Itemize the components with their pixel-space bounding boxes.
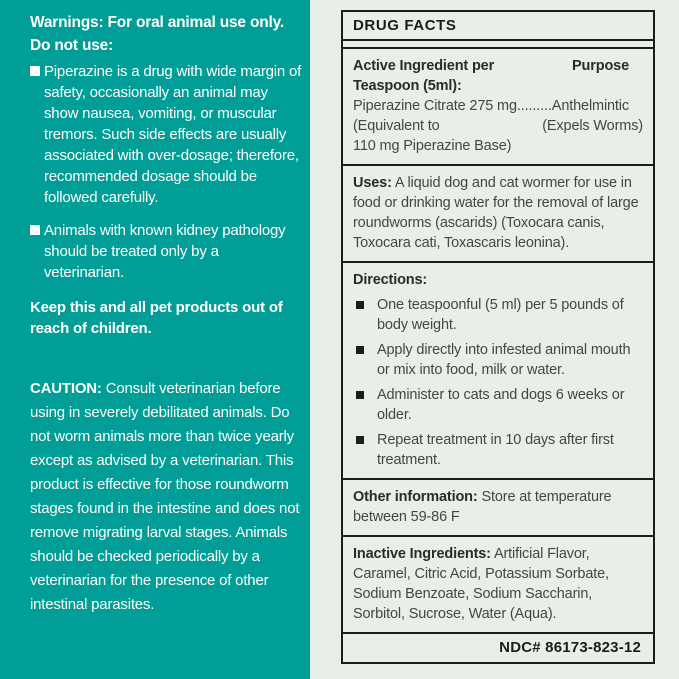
other-information-section: [343, 478, 653, 535]
base-equivalent-line: 110 mg Piperazine Base): [353, 138, 512, 154]
header-divider-gap: [343, 41, 653, 49]
keep-out-warning: Keep this and all pet products out of reach of children.: [30, 299, 283, 337]
ndc-number: NDC# 86173-823-12: [343, 632, 653, 662]
equivalent-line: (Equivalent to: [353, 118, 440, 134]
warnings-title: Warnings: For oral animal use only.: [30, 14, 284, 31]
warning-bullet-text: Animals with known kidney pathology should be treated only by a veterinarian.: [44, 222, 286, 281]
caution-text: Consult veterinarian before using in severely debilitated animals. Do not worm animals more than twice yearly except as advised by a veterinarian. This product is effective for those roundworm stages found in the intestine and does not remove migrating larval stages. Animals should be checked periodically by a veterinarian for the presence of other intestinal parasites.: [30, 380, 300, 613]
purpose-label: Purpose: [572, 58, 629, 74]
direction-text: Apply directly into infested animal mouth or mix into food, milk or water.: [377, 342, 631, 378]
other-information-label: Other information:: [353, 489, 478, 505]
warning-bullet-text: Piperazine is a drug with wide margin of safety, occasionally an animal may show nausea, vomiting, or muscular tremors. Such side effects are usually associated with over-dosage; therefore, recommended dosage should be followed carefully.: [44, 63, 302, 206]
inactive-ingredients-label: Inactive Ingredients:: [353, 546, 491, 562]
uses-label: Uses:: [353, 175, 392, 191]
purpose-note: (Expels Worms): [542, 118, 643, 134]
drug-facts-box: [341, 10, 655, 664]
directions-list: [353, 295, 643, 470]
caution-paragraph: [30, 377, 302, 617]
square-bullet-icon: [30, 66, 40, 76]
active-ingredient-section: [343, 49, 653, 164]
inactive-ingredients-section: [343, 535, 653, 632]
uses-section: [343, 164, 653, 261]
direction-item: [353, 430, 643, 470]
inactive-ingredients-text: Artificial Flavor, Caramel, Citric Acid, Potassium Sorbate, Sodium Benzoate, Sodium Saccharin, Sorbitol, Sucrose, Water (Aqua).: [353, 546, 609, 622]
direction-item: [353, 340, 643, 380]
do-not-use-heading: Do not use:: [30, 37, 114, 54]
caution-label: CAUTION:: [30, 380, 102, 397]
direction-text: Repeat treatment in 10 days after first treatment.: [377, 432, 614, 468]
square-bullet-icon: [30, 225, 40, 235]
other-information-text: Store at temperature between 59-86 F: [353, 489, 612, 525]
direction-text: One teaspoonful (5 ml) per 5 pounds of body weight.: [377, 297, 624, 333]
direction-item: [353, 295, 643, 335]
square-bullet-icon: [356, 436, 364, 444]
active-ingredient-header-row: [353, 56, 643, 96]
equivalent-row: [353, 116, 643, 136]
square-bullet-icon: [356, 301, 364, 309]
square-bullet-icon: [356, 346, 364, 354]
square-bullet-icon: [356, 391, 364, 399]
direction-item: [353, 385, 643, 425]
warnings-panel: [0, 0, 310, 679]
directions-section: [343, 261, 653, 478]
active-ingredient-label: Active Ingredient per Teaspoon (5ml):: [353, 58, 495, 94]
direction-text: Administer to cats and dogs 6 weeks or older.: [377, 387, 625, 423]
uses-text: A liquid dog and cat wormer for use in food or drinking water for the removal of large roundworms (ascarids) (Toxocara canis, Toxocara cati, Toxascaris leonina).: [353, 175, 639, 251]
warning-bullet-item: [30, 220, 302, 283]
warning-bullet-item: [30, 61, 302, 208]
directions-label: Directions:: [353, 272, 428, 288]
ingredient-amount-line: Piperazine Citrate 275 mg.........Anthelmintic: [353, 98, 629, 114]
drug-facts-title: DRUG FACTS: [343, 12, 653, 41]
